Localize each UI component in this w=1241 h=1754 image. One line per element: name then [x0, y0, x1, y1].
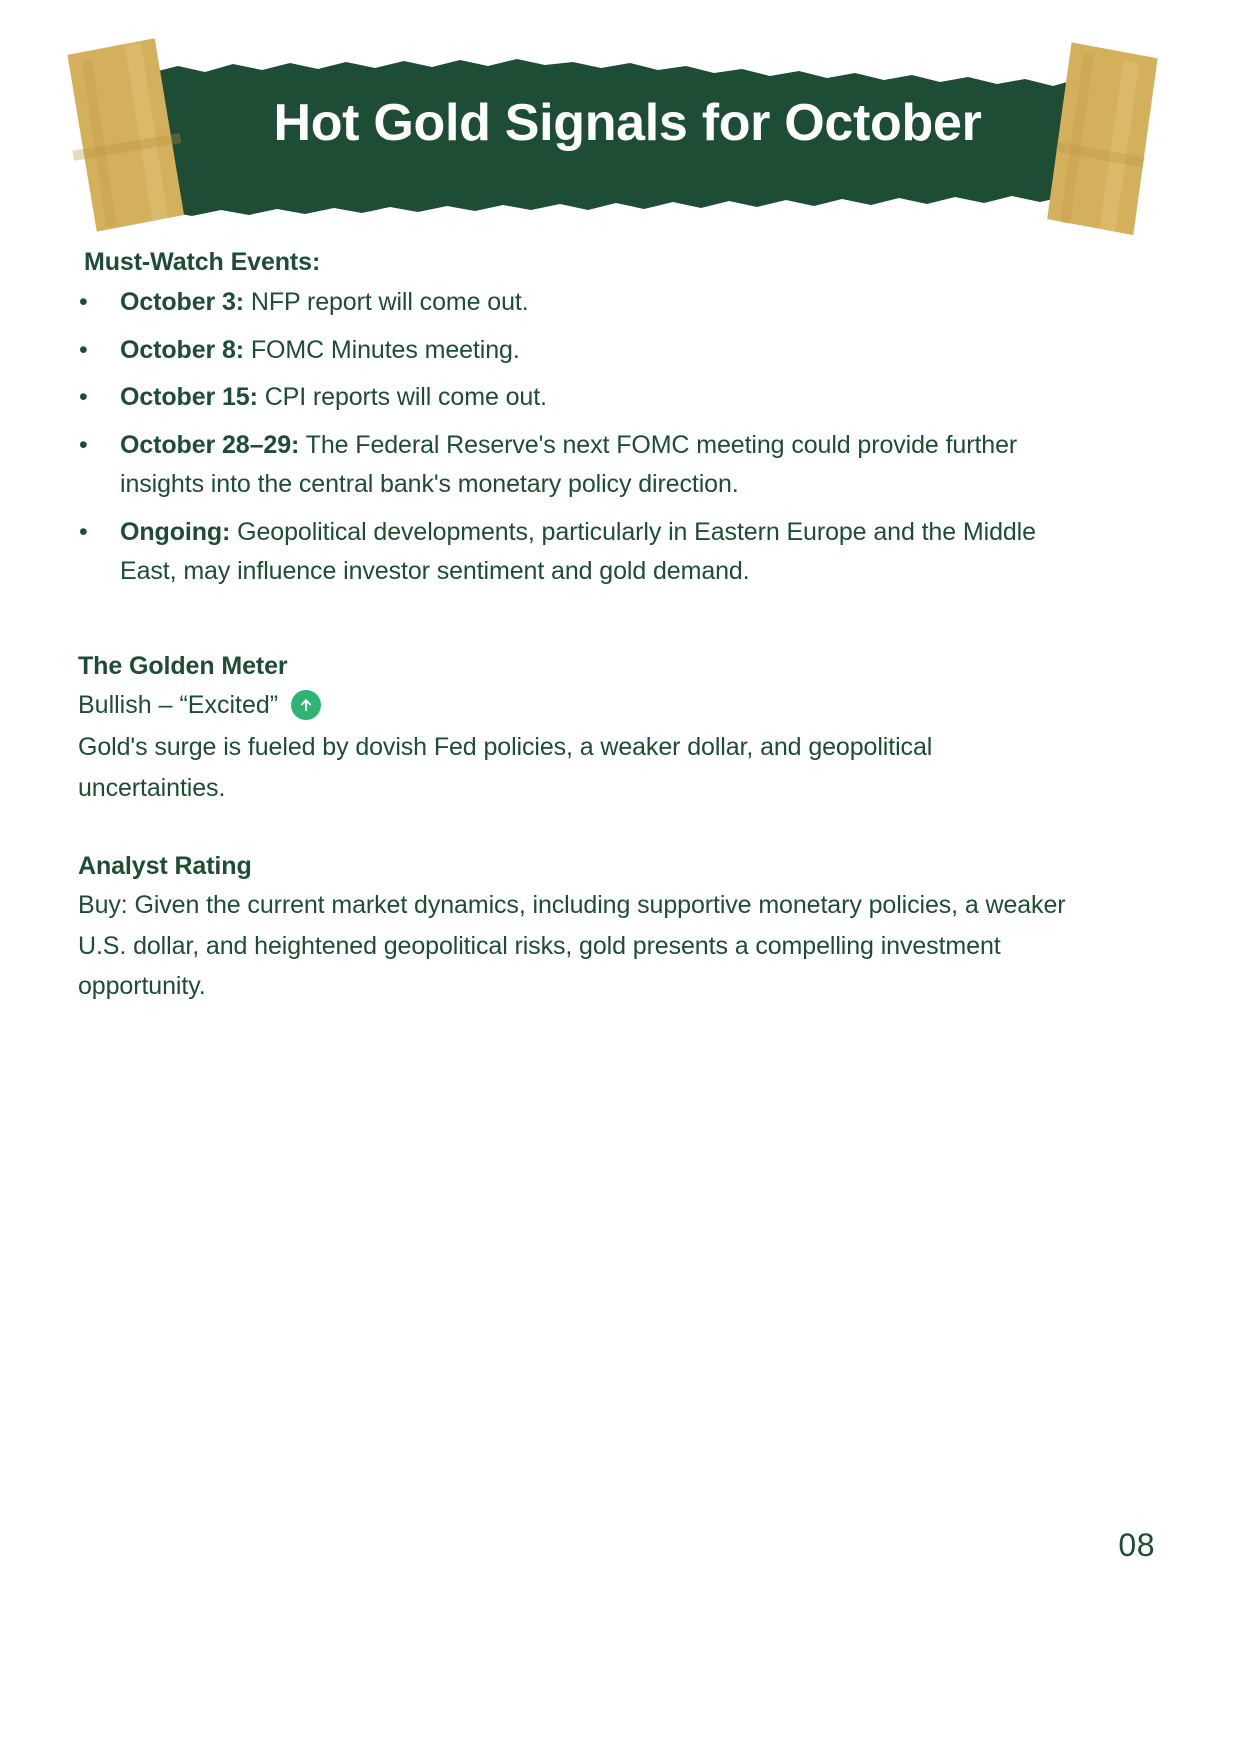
event-term: October 15:	[120, 383, 258, 411]
event-text: Geopolitical developments, particularly in Eastern Europe and the Middle East, may influence investor sentiment and gold demand.	[120, 517, 1036, 585]
golden-meter-body: Gold's surge is fueled by dovish Fed policies, a weaker dollar, and geopolitical uncertainties.	[78, 733, 933, 802]
arrow-up-icon	[291, 690, 321, 720]
event-term: October 8:	[120, 335, 245, 364]
event-text: NFP report will come out.	[244, 288, 529, 316]
spacer	[78, 600, 1078, 652]
event-text: CPI reports will come out.	[257, 383, 547, 411]
event-term: October 3:	[120, 288, 245, 316]
spacer	[78, 808, 1078, 852]
event-text: FOMC Minutes meeting.	[244, 335, 520, 364]
list-item	[78, 331, 1078, 371]
bullet-icon: •	[79, 430, 88, 459]
must-watch-events-label: Must-Watch Events:	[84, 248, 321, 276]
page-number: 08	[1118, 1527, 1155, 1563]
list-item	[78, 378, 1078, 418]
golden-meter-heading: The Golden Meter	[78, 651, 288, 680]
list-item	[78, 283, 1078, 323]
bullet-icon: •	[79, 383, 88, 411]
bullet-icon: •	[79, 288, 88, 316]
event-text: The Federal Reserve's next FOMC meeting could provide further insights into the central bank's monetary policy direction.	[120, 430, 1018, 498]
header-banner	[0, 0, 1241, 250]
list-item	[78, 426, 1078, 505]
event-term: October 28–29:	[120, 430, 300, 459]
bullet-icon: •	[79, 335, 88, 364]
document-body	[78, 248, 1078, 1007]
golden-meter-sentiment-row	[78, 685, 1078, 726]
event-term: Ongoing:	[120, 517, 231, 546]
bullet-icon: •	[79, 517, 88, 546]
analyst-rating-body: Buy: Given the current market dynamics, including supportive monetary policies, a weaker U.S. dollar, and heightened geopolitical risks, gold presents a compelling investment opportunity.	[78, 891, 1066, 1000]
page-title: Hot Gold Signals for October	[273, 94, 982, 152]
analyst-rating-heading: Analyst Rating	[78, 852, 252, 880]
must-watch-events-list	[78, 283, 1078, 592]
sentiment-label: Bullish – “Excited”	[78, 690, 279, 719]
list-item	[78, 513, 1078, 592]
